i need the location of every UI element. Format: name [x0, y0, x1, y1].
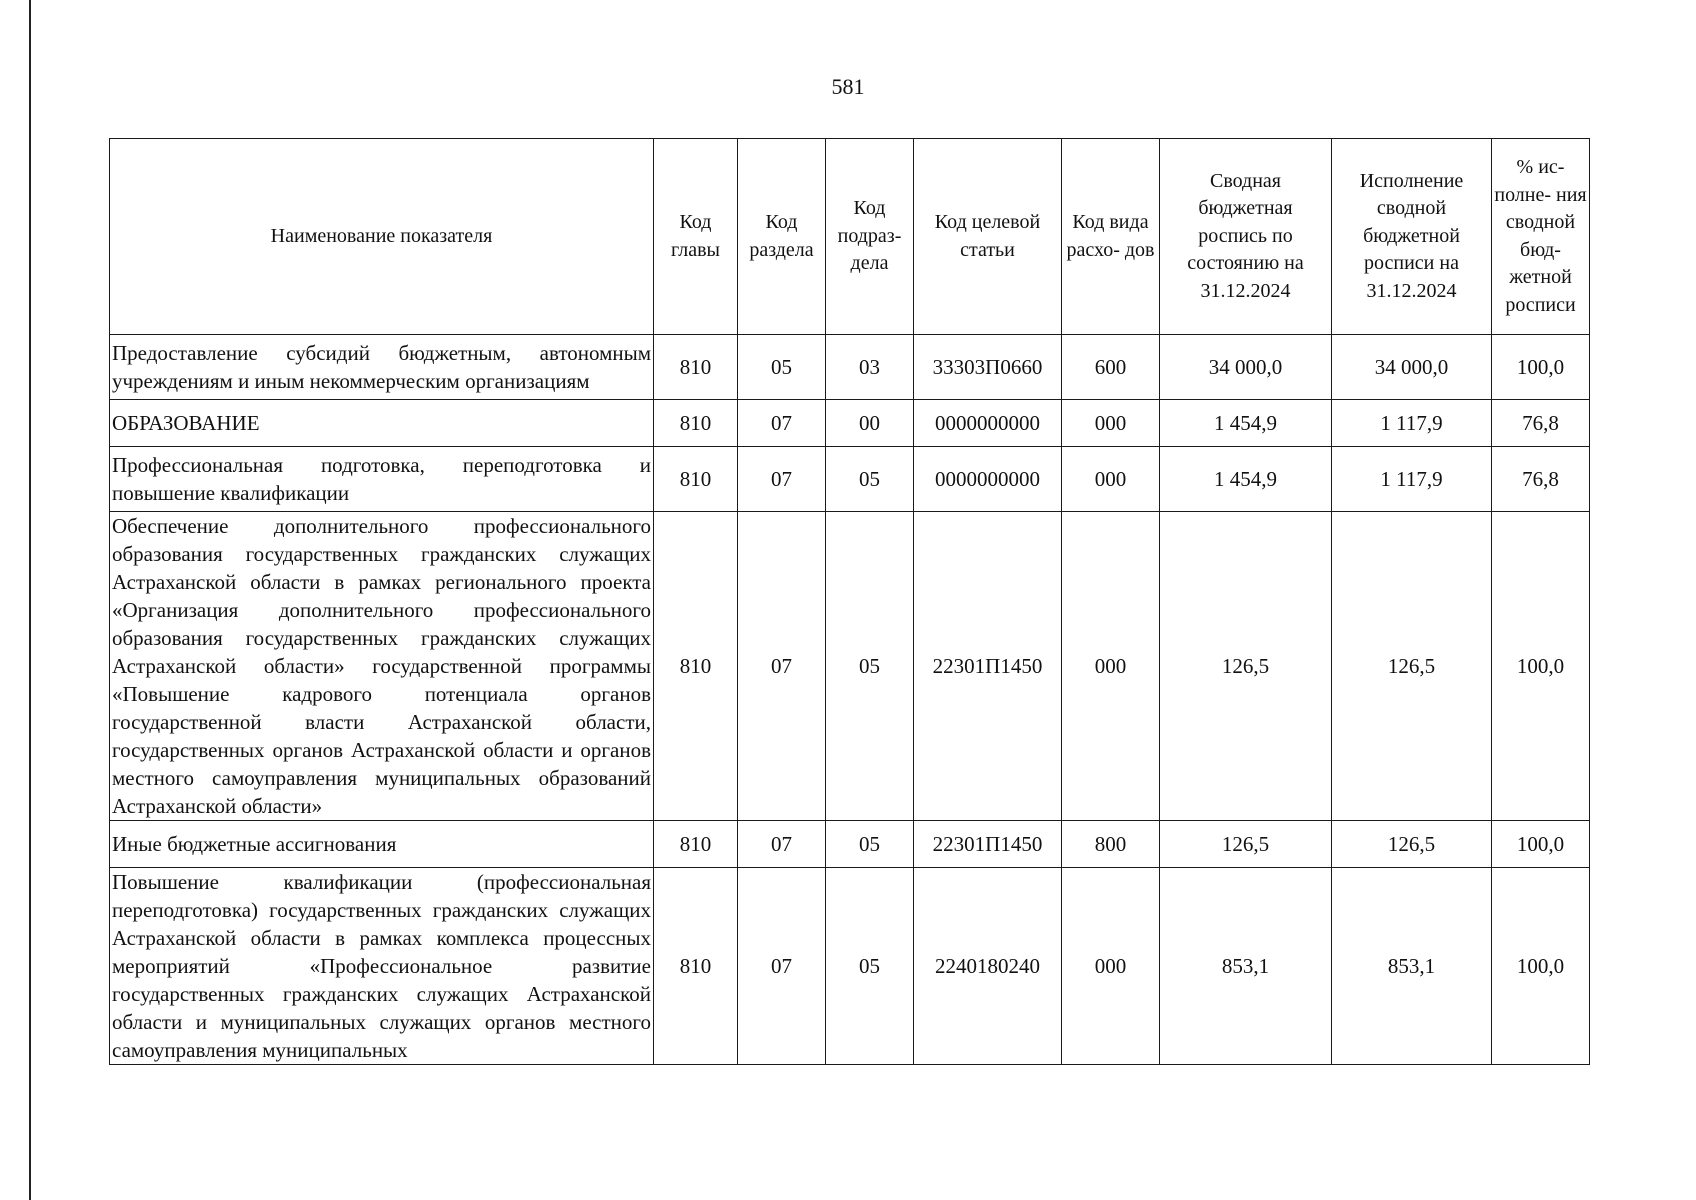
target-article-code: 2240180240	[914, 868, 1062, 1065]
chapter-code: 810	[654, 868, 738, 1065]
header-section-code: Код раздела	[738, 139, 826, 335]
chapter-code: 810	[654, 400, 738, 447]
budget-plan: 34 000,0	[1160, 335, 1332, 400]
budget-execution-table	[109, 138, 1590, 1065]
section-code: 07	[738, 400, 826, 447]
header-indicator-name: Наименование показателя	[110, 139, 654, 335]
expense-type-code: 000	[1062, 447, 1160, 512]
chapter-code: 810	[654, 447, 738, 512]
table-row	[110, 868, 1590, 1065]
budget-plan: 1 454,9	[1160, 447, 1332, 512]
indicator-name: Иные бюджетные ассигнования	[110, 821, 654, 868]
budget-execution: 1 117,9	[1332, 447, 1492, 512]
header-target-article-code: Код целевой статьи	[914, 139, 1062, 335]
table-row	[110, 821, 1590, 868]
section-code: 07	[738, 512, 826, 821]
expense-type-code: 600	[1062, 335, 1160, 400]
budget-plan: 126,5	[1160, 512, 1332, 821]
execution-percent: 76,8	[1492, 447, 1590, 512]
target-article-code: 0000000000	[914, 447, 1062, 512]
margin-rule	[29, 0, 31, 1200]
chapter-code: 810	[654, 335, 738, 400]
header-budget-plan: Сводная бюджетная роспись по состоянию на 31.12.2024	[1160, 139, 1332, 335]
expense-type-code: 800	[1062, 821, 1160, 868]
indicator-name: Профессиональная подготовка, переподготовка и повышение квалификации	[110, 447, 654, 512]
budget-execution: 126,5	[1332, 821, 1492, 868]
section-code: 05	[738, 335, 826, 400]
target-article-code: 0000000000	[914, 400, 1062, 447]
budget-plan: 1 454,9	[1160, 400, 1332, 447]
section-code: 07	[738, 821, 826, 868]
table-row	[110, 335, 1590, 400]
indicator-name: Предоставление субсидий бюджетным, автономным учреждениям и иным некоммерческим организациям	[110, 335, 654, 400]
budget-execution: 853,1	[1332, 868, 1492, 1065]
budget-plan: 853,1	[1160, 868, 1332, 1065]
execution-percent: 100,0	[1492, 868, 1590, 1065]
subsection-code: 03	[826, 335, 914, 400]
execution-percent: 100,0	[1492, 512, 1590, 821]
subsection-code: 00	[826, 400, 914, 447]
header-chapter-code: Код главы	[654, 139, 738, 335]
table-row	[110, 400, 1590, 447]
subsection-code: 05	[826, 447, 914, 512]
execution-percent: 100,0	[1492, 335, 1590, 400]
execution-percent: 100,0	[1492, 821, 1590, 868]
expense-type-code: 000	[1062, 868, 1160, 1065]
table-row	[110, 447, 1590, 512]
indicator-name: Повышение квалификации (профессиональная переподготовка) государственных гражданских служащих Астраханской области в рамках комплекса процессных мероприятий «Профессиональное развитие государственных гражданских служащих Астраханской области и муниципальных служащих органов местного самоуправления муниципальных	[110, 868, 654, 1065]
indicator-name: ОБРАЗОВАНИЕ	[110, 400, 654, 447]
subsection-code: 05	[826, 821, 914, 868]
header-budget-execution: Исполнение сводной бюджетной росписи на 31.12.2024	[1332, 139, 1492, 335]
page-number: 581	[831, 74, 865, 99]
target-article-code: 33303П0660	[914, 335, 1062, 400]
subsection-code: 05	[826, 512, 914, 821]
table-row	[110, 512, 1590, 821]
budget-execution: 1 117,9	[1332, 400, 1492, 447]
header-execution-percent: % ис- полне- ния сводной бюд- жетной росписи	[1492, 139, 1590, 335]
header-subsection-code: Код подраз- дела	[826, 139, 914, 335]
budget-execution: 126,5	[1332, 512, 1492, 821]
budget-plan: 126,5	[1160, 821, 1332, 868]
expense-type-code: 000	[1062, 400, 1160, 447]
budget-execution: 34 000,0	[1332, 335, 1492, 400]
section-code: 07	[738, 447, 826, 512]
table-header-row	[110, 139, 1590, 335]
subsection-code: 05	[826, 868, 914, 1065]
execution-percent: 76,8	[1492, 400, 1590, 447]
target-article-code: 22301П1450	[914, 821, 1062, 868]
target-article-code: 22301П1450	[914, 512, 1062, 821]
section-code: 07	[738, 868, 826, 1065]
header-expense-type-code: Код вида расхо- дов	[1062, 139, 1160, 335]
indicator-name: Обеспечение дополнительного профессионального образования государственных гражданских служащих Астраханской области в рамках регионального проекта «Организация дополнительного профессионального образования государственных гражданских служащих Астраханской области» государственной программы «Повышение кадрового потенциала органов государственной власти Астраханской области, государственных органов Астраханской области и органов местного самоуправления муниципальных образований Астраханской области»	[110, 512, 654, 821]
expense-type-code: 000	[1062, 512, 1160, 821]
chapter-code: 810	[654, 821, 738, 868]
chapter-code: 810	[654, 512, 738, 821]
